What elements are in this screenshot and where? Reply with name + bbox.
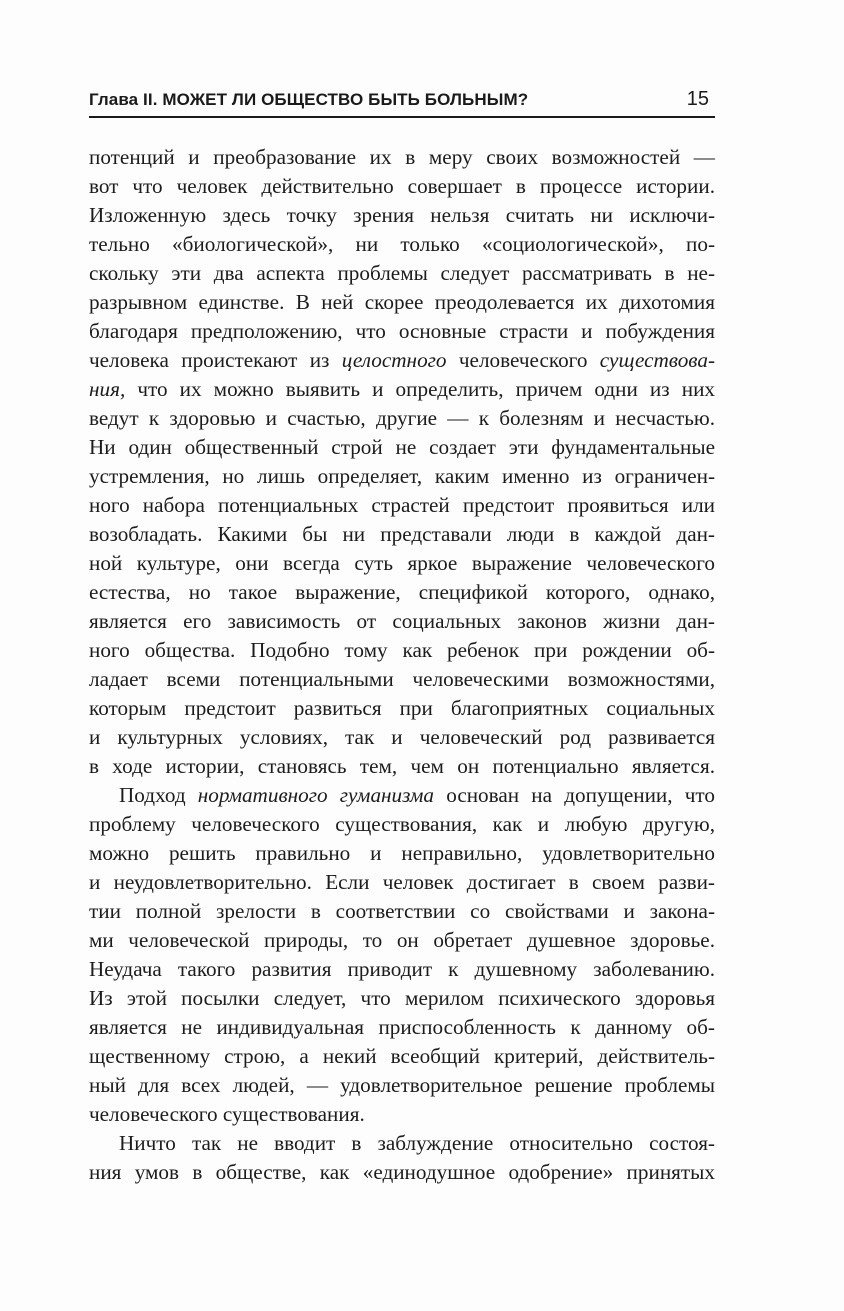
text-segment: что их можно выявить и определить, причем одни из них	[125, 377, 715, 401]
text-segment: и культурных условиях, так и человеческий род развивается	[89, 725, 715, 749]
text-segment: возобладать. Какими бы ни представали люди в каждой дан-	[89, 522, 715, 546]
text-line	[89, 984, 715, 1013]
page-number: 15	[686, 88, 709, 110]
text-segment: и неудовлетворительно. Если человек достигает в своем разви-	[89, 870, 715, 894]
chapter-title: Глава II. МОЖЕТ ЛИ ОБЩЕСТВО БЫТЬ БОЛЬНЫМ?	[89, 90, 529, 109]
italic-phrase: существова-	[599, 348, 716, 372]
running-header	[89, 88, 715, 118]
text-segment: основан на допущении, что	[434, 783, 715, 807]
text-line	[89, 607, 715, 636]
text-line	[89, 491, 715, 520]
text-segment: тии полной зрелости в соответствии со свойствами и закона-	[89, 899, 715, 923]
text-segment: потенций и преобразование их в меру своих возможностей —	[89, 145, 715, 169]
text-segment: Ничто так не вводит в заблуждение относительно состоя-	[119, 1131, 715, 1155]
text-segment: скольку эти два аспекта проблемы следует рассматривать в не-	[89, 261, 715, 285]
body-text	[89, 143, 715, 1187]
text-line	[89, 926, 715, 955]
text-line	[89, 810, 715, 839]
text-line	[89, 1100, 715, 1129]
text-segment: человеческого	[446, 348, 600, 372]
text-line	[89, 1071, 715, 1100]
text-segment: Из этой посылки следует, что мерилом психического здоровья	[89, 986, 715, 1010]
text-line	[89, 723, 715, 752]
text-segment: щественному строю, а некий всеобщий критерий, действитель-	[89, 1044, 715, 1068]
italic-phrase: нормативного гуманизма	[197, 783, 435, 807]
text-segment: ведут к здоровью и счастью, другие — к болезням и несчастью.	[89, 406, 715, 430]
text-segment: ного набора потенциальных страстей предстоит проявиться или	[89, 493, 715, 517]
text-segment: вот что человек действительно совершает в процессе истории.	[89, 174, 715, 198]
text-segment: ного общества. Подобно тому как ребенок при рождении об-	[89, 638, 715, 662]
text-segment: ной культуре, они всегда суть яркое выражение человеческого	[89, 551, 715, 575]
paragraph	[89, 1129, 715, 1187]
text-segment: естества, но такое выражение, спецификой которого, однако,	[89, 580, 715, 604]
text-segment: ный для всех людей, — удовлетворительное решение проблемы	[89, 1073, 715, 1097]
text-segment: человека проистекают из	[89, 348, 342, 372]
text-line	[89, 781, 715, 810]
text-line	[89, 404, 715, 433]
text-segment: Подход	[119, 783, 198, 807]
text-segment: Неудача такого развития приводит к душевному заболеванию.	[89, 957, 715, 981]
text-line	[89, 752, 715, 781]
text-segment: устремления, но лишь определяет, каким именно из ограничен-	[89, 464, 715, 488]
text-segment: Изложенную здесь точку зрения нельзя считать ни исключи-	[89, 203, 715, 227]
text-line	[89, 1158, 715, 1187]
text-line	[89, 317, 715, 346]
text-line	[89, 520, 715, 549]
text-line	[89, 346, 715, 375]
text-segment: человеческого существования.	[89, 1102, 365, 1126]
text-line	[89, 1042, 715, 1071]
text-line	[89, 259, 715, 288]
text-line	[89, 955, 715, 984]
text-segment: ми человеческой природы, то он обретает душевное здоровье.	[89, 928, 715, 952]
paragraph	[89, 781, 715, 1129]
text-line	[89, 897, 715, 926]
text-line	[89, 375, 715, 404]
text-line	[89, 288, 715, 317]
text-line	[89, 1013, 715, 1042]
text-segment: является не индивидуальная приспособленность к данному об-	[89, 1015, 715, 1039]
text-line	[89, 549, 715, 578]
text-segment: можно решить правильно и неправильно, удовлетворительно	[89, 841, 715, 865]
text-segment: ладает всеми потенциальными человеческими возможностями,	[89, 667, 715, 691]
text-line	[89, 462, 715, 491]
text-line	[89, 201, 715, 230]
text-line	[89, 578, 715, 607]
text-segment: является его зависимость от социальных законов жизни дан-	[89, 609, 715, 633]
italic-phrase: ния,	[89, 377, 126, 401]
text-line	[89, 1129, 715, 1158]
text-segment: которым предстоит развиться при благоприятных социальных	[89, 696, 715, 720]
italic-phrase: целостного	[341, 348, 447, 372]
text-line	[89, 868, 715, 897]
text-segment: тельно «биологической», ни только «социологической», по-	[89, 232, 715, 256]
text-segment: Ни один общественный строй не создает эти фундаментальные	[89, 435, 715, 459]
text-segment: разрывном единстве. В ней скорее преодолевается их дихотомия	[89, 290, 715, 314]
text-segment: благодаря предположению, что основные страсти и побуждения	[89, 319, 715, 343]
text-segment: в ходе истории, становясь тем, чем он потенциально является.	[89, 754, 715, 778]
text-line	[89, 839, 715, 868]
text-line	[89, 433, 715, 462]
text-segment: проблему человеческого существования, как и любую другую,	[89, 812, 715, 836]
text-line	[89, 665, 715, 694]
text-line	[89, 230, 715, 259]
text-line	[89, 694, 715, 723]
paragraph	[89, 143, 715, 781]
text-segment: ния умов в обществе, как «единодушное одобрение» принятых	[89, 1160, 715, 1184]
text-line	[89, 172, 715, 201]
text-line	[89, 143, 715, 172]
text-line	[89, 636, 715, 665]
